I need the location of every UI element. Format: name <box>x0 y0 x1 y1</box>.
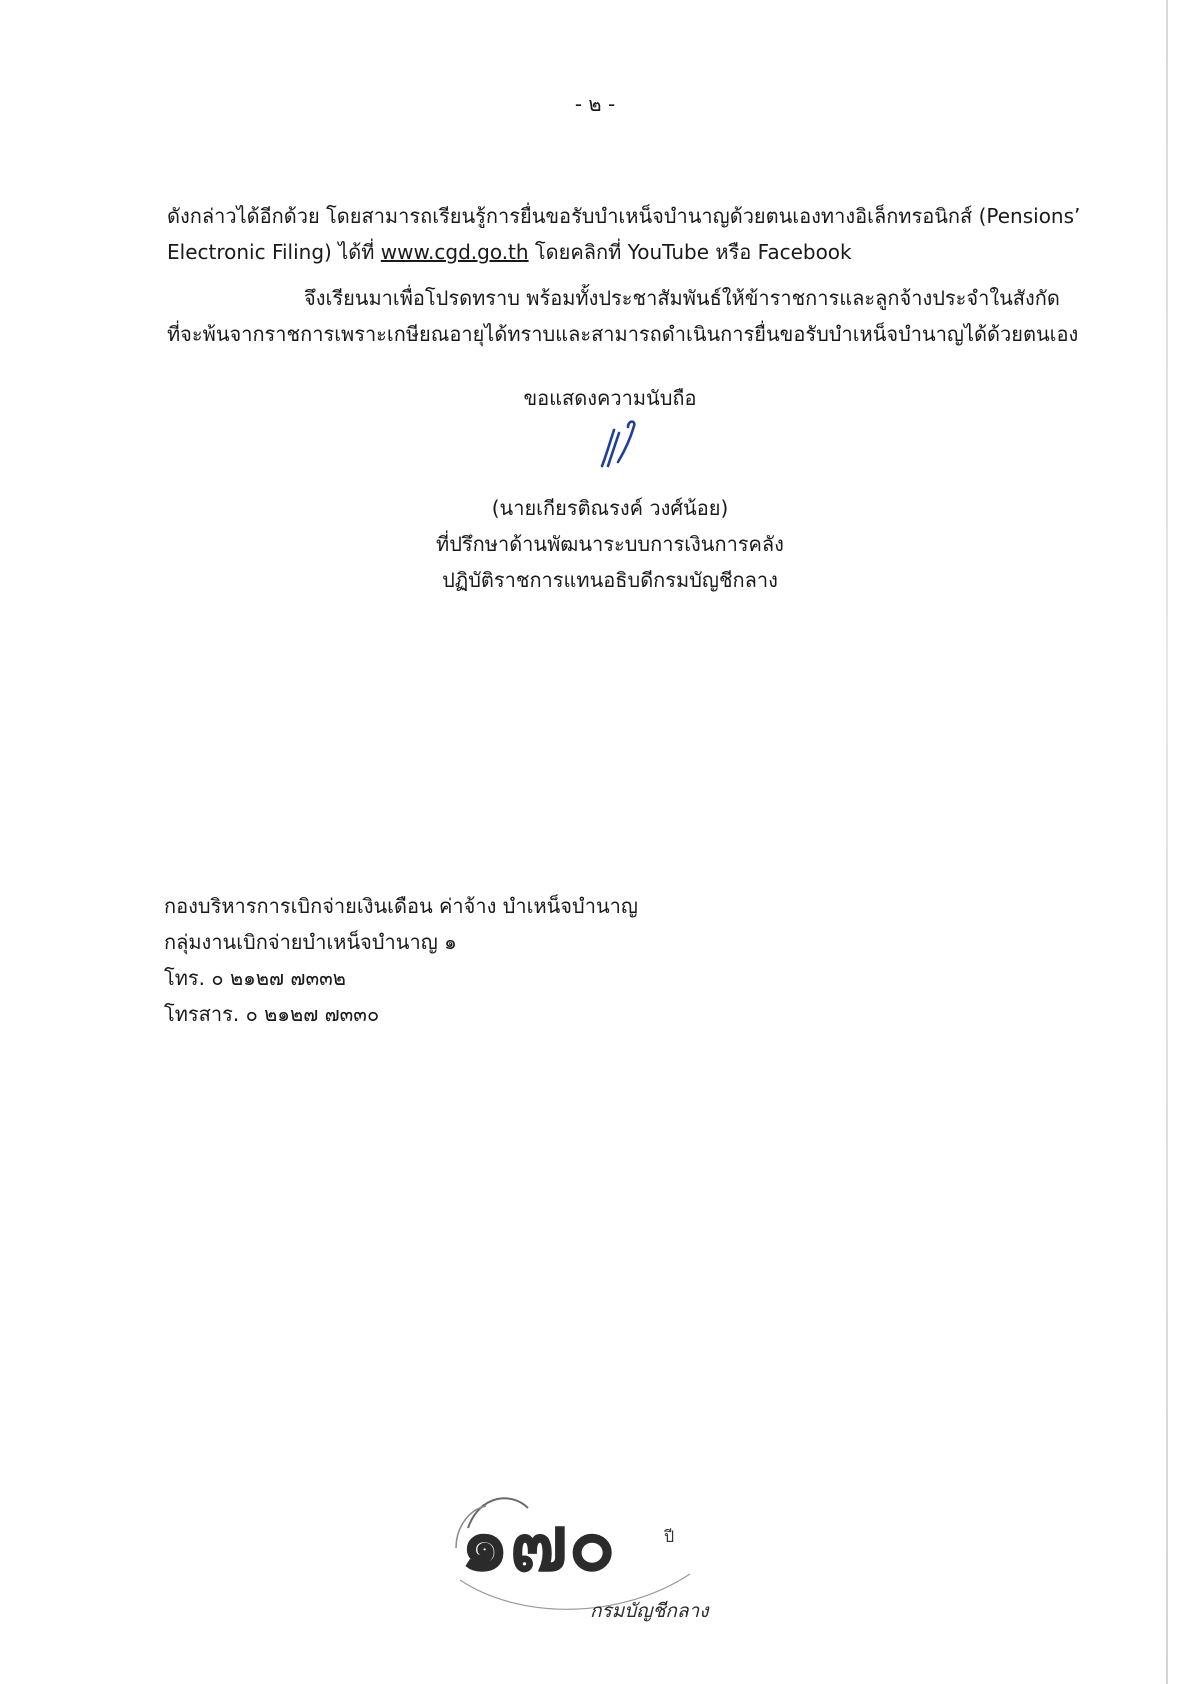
logo-year-suffix: ปี <box>664 1527 675 1546</box>
logo-caption: กรมบัญชีกลาง <box>590 1600 709 1622</box>
paragraph-line: ดังกล่าวได้อีกด้วย โดยสามารถเรียนรู้การยื่นขอรับบำเหน็จบำนาญด้วยตนเองทางอิเล็กทรอนิกส์ (Pensions’ <box>167 204 1081 228</box>
closing-salutation: ขอแสดงความนับถือ <box>523 386 697 410</box>
footer-fax: โทรสาร. ๐ ๒๑๒๗ ๗๓๓๐ <box>164 1002 380 1026</box>
text-segment: Electronic Filing) ได้ที่ <box>167 240 381 264</box>
page-number: - ๒ - <box>574 92 616 116</box>
signatory-title: ปฏิบัติราชการแทนอธิบดีกรมบัญชีกลาง <box>442 568 778 592</box>
paragraph-line <box>167 234 1080 270</box>
footer-phone: โทร. ๐ ๒๑๒๗ ๗๓๓๒ <box>164 966 346 990</box>
logo-numerals: ๑๗๐ <box>460 1499 616 1589</box>
footer-group: กลุ่มงานเบิกจ่ายบำเหน็จบำนาญ ๑ <box>164 930 457 954</box>
footer-division: กองบริหารการเบิกจ่ายเงินเดือน ค่าจ้าง บำเหน็จบำนาญ <box>164 894 638 918</box>
text-segment: จึงเรียนมาเพื่อโปรดทราบ พร้อมทั้งประชาสัมพันธ์ให้ข้าราชการและลูกจ้างประจำในสังกัด <box>304 286 1060 310</box>
text-segment: โดยคลิกที่ YouTube หรือ Facebook <box>528 240 852 264</box>
paragraph-line: ที่จะพ้นจากราชการเพราะเกษียณอายุได้ทราบและสามารถดำเนินการยื่นขอรับบำเหน็จบำนาญได้ด้วยตนเอง <box>167 322 1079 346</box>
signatory-block <box>0 490 1190 598</box>
paragraph-line <box>167 280 1078 316</box>
signatory-title: ที่ปรึกษาด้านพัฒนาระบบการเงินการคลัง <box>436 532 784 556</box>
contact-footer <box>164 888 638 1032</box>
signatory-name: (นายเกียรติณรงค์ วงศ์น้อย) <box>491 496 729 520</box>
handwritten-signature <box>588 416 648 472</box>
cgd-website-link[interactable]: www.cgd.go.th <box>380 240 529 264</box>
paragraph-request <box>167 280 1078 352</box>
paragraph-learning-info <box>167 198 1080 270</box>
scan-edge-shadow <box>1166 0 1168 1684</box>
